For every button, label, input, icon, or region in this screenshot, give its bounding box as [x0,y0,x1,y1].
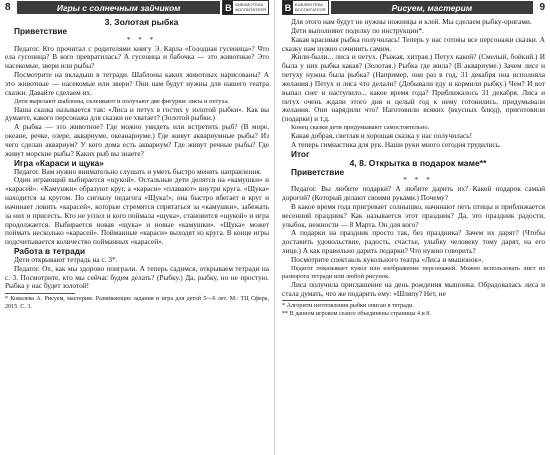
left-page-header [5,0,269,15]
logo-text: БИБЛИОТЕКА ВОСПИТАТЕЛЯ [235,2,266,12]
activity-note: Конец сказки дети придумывают самостоятельно. [291,124,430,132]
paragraph: Педагог. Вам нужно внимательно слушать и уметь быстро менять направления. [14,166,262,176]
game-heading: Игра «Караси и щука» [14,157,104,168]
paragraph: Наша сказка называется так: «Лиса и петух в гостях у золотой рыбки». Как вы думаете, какого персонажа для сказки не хватает? (Золотой рыбки.) [5,104,269,123]
left-page-number: 8 [5,2,11,13]
section-title: 3. Золотая рыбка [104,17,179,27]
activity-note: Педагог показывает кукол или изображение персонажей. Можно использовать лист из разворота тетради или любой рисунок. [282,264,545,280]
subsection-heading: Приветствие [14,25,68,36]
paragraph: Лиса получила приглашение на день рождения мышонка. Обрадовалась лиса и стала думать, что же подарить ему: «Шляпу? Нет, не [282,279,545,298]
paragraph: Для этого нам будут не нужны ножницы и клей. Мы сделаем рыбку-оригами. [291,17,532,26]
footnote-rule [5,293,75,294]
itog-heading: Итог [291,148,310,159]
paragraph: Один играющий выбирается «щукой». Остальные дети делятся на «камушки» и «карасей». «Камушки» образуют круг, а «караси» «плавают» внутри круга. «Щука» находится за кругом. По сигналу педагога «Щука!», она быстро вбегает в круг и начинает ловить «карасей», которые стремятся спрятаться за «камушки», забежать за них и присесть. Кто не успел и кого поймала «щука», становится «щукой» и игра продолжается. Выбирается новая «щука» и новые «камушки». «Щука» может поймать несколько «карасей». Пойманные «караси» выходят из круга. В конце игры подсчитывается количество пойманных «карасей». [5,175,269,247]
library-logo [222,0,269,15]
right-page-number: 9 [539,2,545,13]
work-heading: Работа в тетради [14,246,86,257]
paragraph: Жили-были... лиса и петух. (Рыжая, хитрая.) Петух какой? (Смелый, бойкий.) И была у них рыбка какая? (Золотая.) Рыбка где жила? (В аквариуме.) Зачем лисе и петуху нужна была рыбка? (Например, они раз в год, 31 декабря она исполняла желания.) Петух и лиса что делали? (Добывали еду и кормили рыбку.) Чем? И вот выпал снег и наступило... какое время года? Приближалось 31 декабря. Лиса и петух очень ждали этого дня и целый год к нему готовились, придумывали желания. Они нарядили что? Наготовили всяких (вкусных блюд), приготовили (подарки) и т.д. [282,52,545,124]
paragraph: Какая красивая рыбка получилась! Теперь у нас готовы все персонажи сказки. А сказку нам нужно сочинить самим. [282,34,545,53]
paragraph: Дети открывают тетрадь на с. 3*. [14,254,118,264]
paragraph: В какое время года пригревает солнышко, начинают петь птицы и приближается весенний праздник? Как называется этот праздник? Да, это праздник радости, улыбок, нежности — 8 Марта. Он для кого? [282,201,545,229]
paragraph: А подарки на праздник просто так, без праздника? Зачем их дарят? (Чтобы доставить удовольствие, радость, счастье, улыбку человеку тому дарят, на его лице.) А как правильно дарить подарки? Что нужно говорить? [282,228,545,256]
library-logo [282,0,329,15]
paragraph: Посмотрите спектакль кукольного театра «Лиса и мышонок». [291,254,484,264]
instruction-text: Дети выполняют поделку по инструкции*. [291,25,424,35]
paragraph: Какая добрая, светлая и хорошая сказка у нас получилась! [291,131,473,141]
paragraph: А теперь гимнастика для рук. Наши руки много сегодня трудились. [291,139,501,149]
stars-divider: * * * [403,175,433,185]
paragraph: Педагог. Вы любите подарки? А любите дарить их? Какой подарок самый дорогой? (Который делают своими руками.) Почему? [282,184,545,203]
footnote-rule [282,300,352,301]
footnote-text: ** В данном игровом сеансе объединены страницы 4 и 8. [282,310,431,317]
footnote [5,296,269,311]
right-running-title: Рисуем, мастерим [331,1,533,14]
footnotes [282,303,545,318]
right-page-body [282,18,545,318]
section-title: 4, 8. Открытка в подарок маме** [349,157,487,168]
left-running-title: Игры с солнечным зайчиком [17,1,220,14]
logo-letter: B [225,2,232,13]
paragraph: Педагог. Ох, как мы здорово поиграли. А теперь садимся, открываем тетради на с. 3. Посмотрите, кто мы сейчас будем делать? (Рыбку.) Да, рыбку, но не простую. Рыбка у нас будет золотой! [5,263,269,291]
footnote-text: * Алгоритм изготовления рыбки описан в тетради. [282,303,414,310]
right-page-header [282,0,545,15]
logo-letter: B [284,2,292,13]
paragraph: Посмотрите на вкладыш в тетради. Шаблоны каких животных нарисованы? А это животные — насекомые или звери? Они нам будут нужны для нашего театра сказки. Давайте сделаем их. [5,70,269,97]
paragraph: А рыбка — это животное? Где можно увидеть или встретить рыб? (В море, океане, речке, озере, аквариуме, океанариуме.) Где живут аквариумные рыбы? Из чего сделан аквариум? У кого дома есть аквариум? Где живут речные рыбы? Где живут морские рыбы? Каких рыб вы знаете? [5,122,269,158]
logo-text: БИБЛИОТЕКА ВОСПИТАТЕЛЯ [295,2,326,12]
paragraph: Педагог. Кто прочитал с родителями книгу Э. Карла «Голодная гусеница»? Что ела гусеница? В кого превратилась? А гусеница и бабочка — это животные? Это насекомые, звери или рыбы? [5,43,269,71]
left-page-body [5,18,269,311]
activity-note: Дети вырезают шаблоны, склеивают и получают две фигурки: лисы и петуха. [14,97,230,105]
right-page [275,0,550,455]
footnote-text: * Ковалева А. Рисуем, мастерим. Развивающие задания и игра для детей 5—6 лет. М.: ТЦ Сфера, 2015. С. 3. [5,296,269,310]
stars-divider: * * * [126,34,157,44]
subsection-heading: Приветствие [291,166,345,177]
